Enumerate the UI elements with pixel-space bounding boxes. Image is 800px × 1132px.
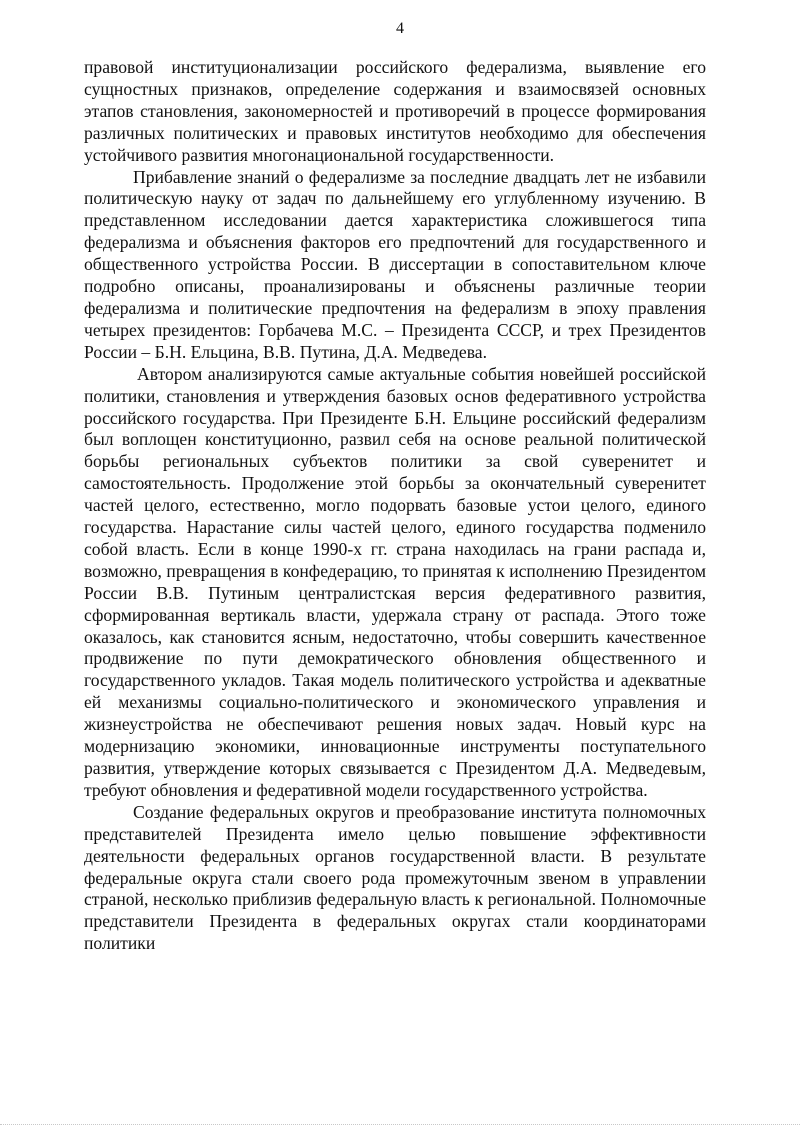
paragraph-federal-districts: Создание федеральных округов и преобразование института полномочных представителей Президента имело целью повышение эффективности деятельности федеральных органов государственной власти. В результате федеральные округа стали своего рода промежуточным звеном в управлении страной, несколько приблизив федеральную власть к региональной. Полномочные представители Президента в федеральных округах стали координаторами политики [84, 801, 706, 954]
paragraph-author-analysis: Автором анализируются самые актуальные события новейшей российской политики, становления и утверждения базовых основ федеративного устройства российского государства. При Президенте Б.Н. Ельцине российский федерализм был воплощен конституционно, развил себя на основе реальной политической борьбы региональных субъектов политики за свой суверенитет и самостоятельность. Продолжение этой борьбы за окончательный суверенитет частей целого, естественно, могло подорвать базовые устои целого, единого государства. Нарастание силы частей целого, единого государства подменило собой власть. Если в конце 1990-х гг. страна находилась на грани распада и, возможно, превращения в конфедерацию, то принятая к исполнению Президентом России В.В. Путиным централистская версия федеративного развития, сформированная вертикаль власти, удержала страну от распада. Этого тоже оказалось, как становится ясным, недостаточно, чтобы совершить качественное продвижение по пути демократического обновления общественного и государственного укладов. Такая модель политического устройства и адекватные ей механизмы социально-политического и экономического управления и жизнеустройства не обеспечивают решения новых задач. Новый курс на модернизацию экономики, инновационные инструменты поступательного развития, утверждение которых связывается с Президентом Д.А. Медведевым, требуют обновления и федеративной модели государственного устройства. [84, 363, 706, 800]
paragraph-knowledge: Прибавление знаний о федерализме за последние двадцать лет не избавили политическую науку от задач по дальнейшему его углубленному изучению. В представленном исследовании дается характеристика сложившегося типа федерализма и объяснения факторов его предпочтений для государственного и общественного устройства России. В диссертации в сопоставительном ключе подробно описаны, проанализированы и объяснены различные теории федерализма и политические предпочтения на федерализм в эпоху правления четырех президентов: Горбачева М.С. – Президента СССР, и трех Президентов России – Б.Н. Ельцина, В.В. Путина, Д.А. Медведева. [84, 166, 706, 362]
paragraph-continuation: правовой институционализации российского федерализма, выявление его сущностных признаков, определение содержания и взаимосвязей основных этапов становления, закономерностей и противоречий в процессе формирования различных политических и правовых институтов необходимо для обеспечения устойчивого развития многонациональной государственности. [84, 57, 706, 165]
page-number: 4 [396, 20, 404, 37]
text-body [84, 57, 706, 955]
scan-edge-divider [0, 1124, 800, 1125]
